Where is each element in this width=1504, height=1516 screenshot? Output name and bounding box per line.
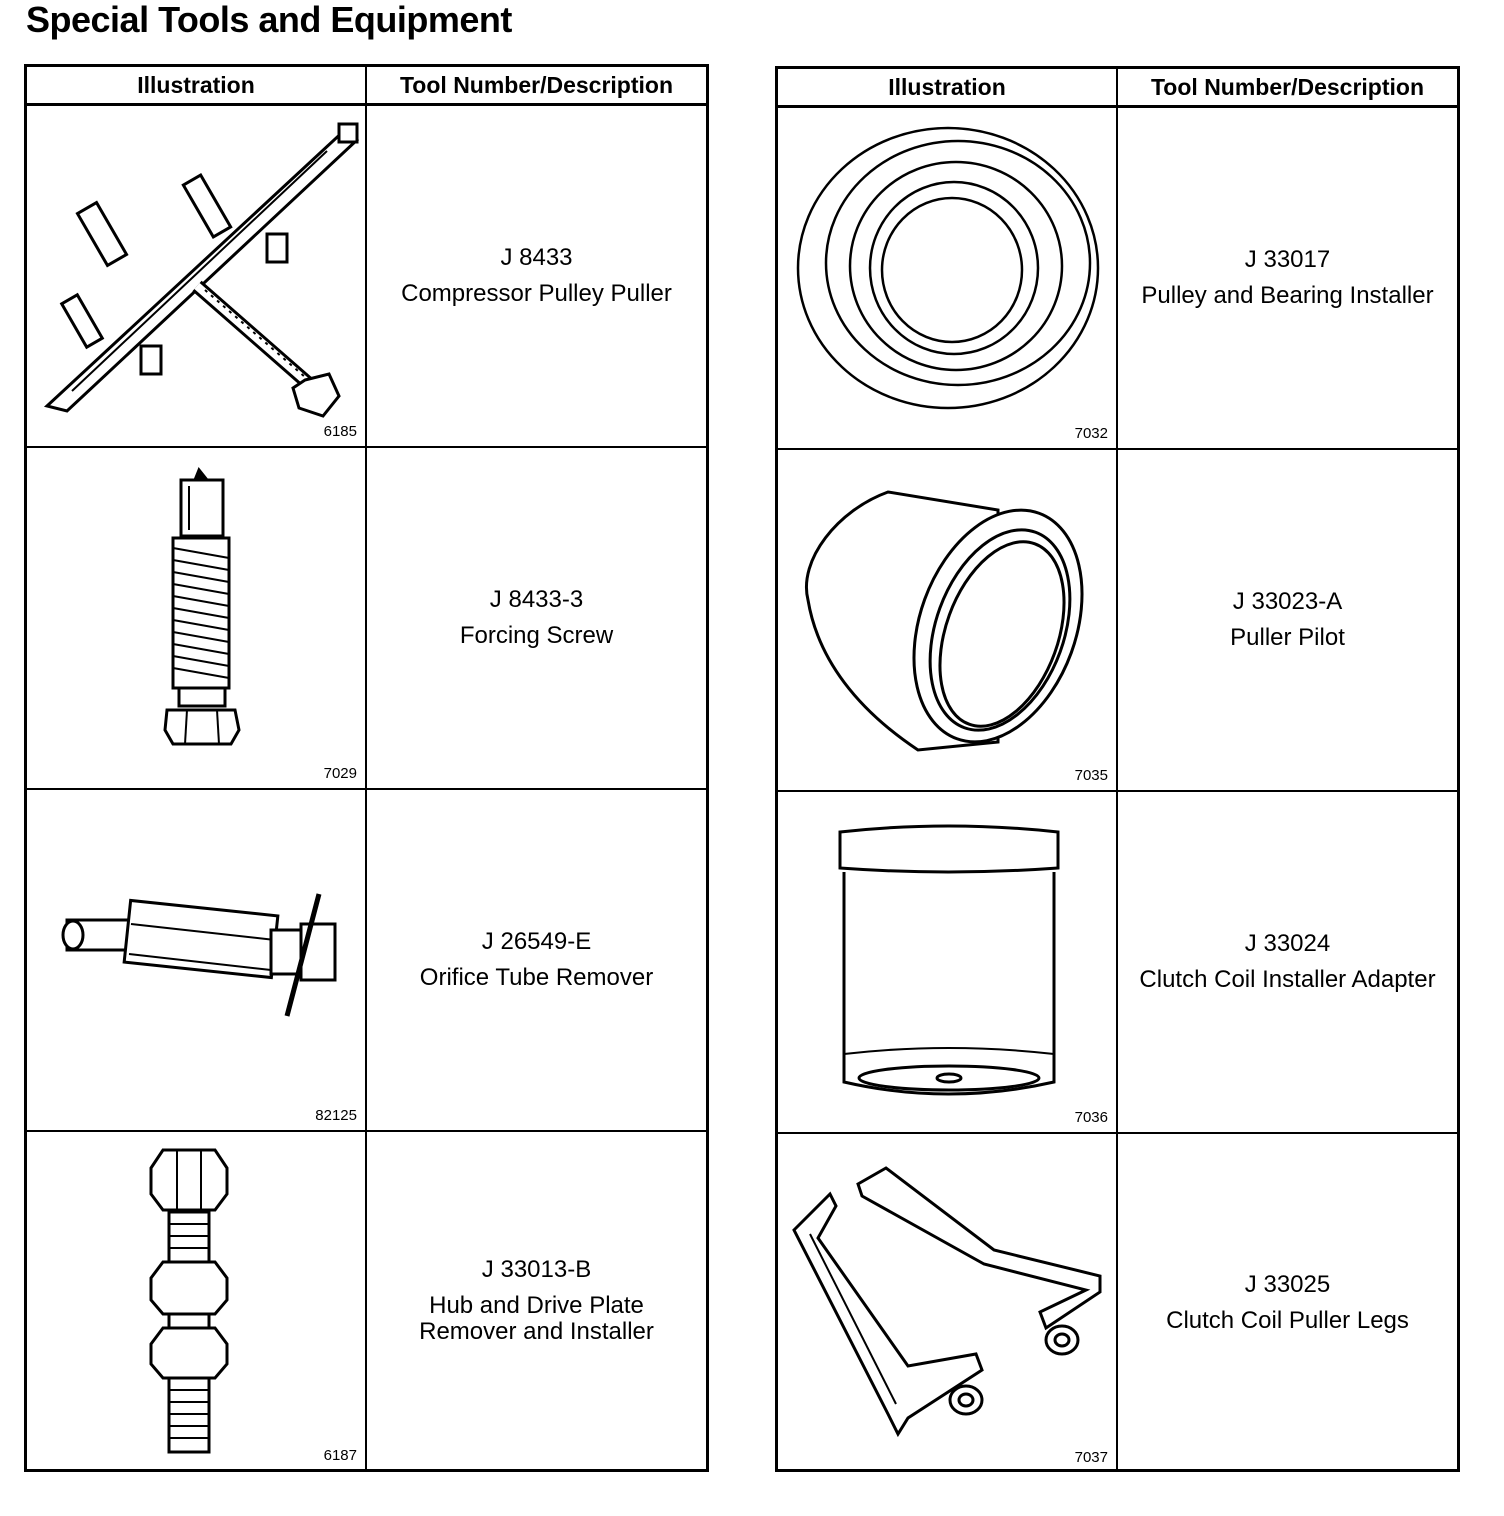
figure-number: 7037 (1074, 1449, 1108, 1466)
tool-number: J 8433-3 (489, 586, 584, 613)
header-description: Tool Number/Description (1150, 73, 1425, 100)
figure-number: 7035 (1074, 767, 1108, 784)
description-cell (1118, 108, 1457, 448)
orifice-tube-remover-icon (27, 790, 365, 1130)
description-cell (367, 1132, 706, 1470)
illustration-cell (778, 108, 1118, 448)
puller-pilot-icon (778, 450, 1116, 790)
description-cell (367, 790, 706, 1130)
tool-description: Hub and Drive Plate (429, 1292, 644, 1319)
figure-number: 7032 (1074, 425, 1108, 442)
tool-description: Clutch Coil Installer Adapter (1139, 966, 1436, 993)
table-row (778, 108, 1457, 450)
hub-drive-plate-tool-icon (27, 1132, 365, 1472)
tool-number: J 33013-B (481, 1256, 592, 1283)
tool-description: Puller Pilot (1230, 624, 1345, 651)
tool-number: J 33017 (1244, 246, 1331, 273)
table-row (27, 790, 706, 1132)
tool-number: J 26549-E (481, 928, 592, 955)
installer-adapter-icon (778, 792, 1116, 1132)
illustration-cell (27, 790, 367, 1130)
illustration-cell (27, 448, 367, 788)
tool-number: J 33024 (1244, 930, 1331, 957)
table-row (778, 450, 1457, 792)
bearing-installer-icon (778, 108, 1116, 448)
description-cell (1118, 450, 1457, 790)
table-row (27, 106, 706, 448)
header-illustration: Illustration (778, 69, 1118, 105)
tool-description: Clutch Coil Puller Legs (1166, 1307, 1409, 1334)
forcing-screw-icon (27, 448, 365, 788)
illustration-cell (778, 792, 1118, 1132)
table-header (778, 69, 1457, 108)
header-illustration: Illustration (27, 67, 367, 103)
table-row (778, 792, 1457, 1134)
puller-legs-icon (778, 1134, 1116, 1474)
illustration-cell (27, 1132, 367, 1470)
illustration-cell (778, 1134, 1118, 1472)
table-header (27, 67, 706, 106)
tool-description: Compressor Pulley Puller (401, 280, 672, 307)
description-cell (1118, 792, 1457, 1132)
description-cell (1118, 1134, 1457, 1472)
tool-description: Orifice Tube Remover (419, 964, 654, 991)
table-row (778, 1134, 1457, 1472)
illustration-cell (27, 106, 367, 446)
figure-number: 7029 (323, 765, 357, 782)
figure-number: 7036 (1074, 1109, 1108, 1126)
tool-number: J 33025 (1244, 1271, 1331, 1298)
figure-number: 82125 (315, 1107, 357, 1124)
illustration-cell (778, 450, 1118, 790)
figure-number: 6185 (323, 423, 357, 440)
pulley-puller-icon (27, 106, 365, 446)
figure-number: 6187 (323, 1447, 357, 1464)
table-row (27, 1132, 706, 1470)
tool-number: J 33023-A (1232, 588, 1343, 615)
page-title: Special Tools and Equipment (26, 0, 512, 40)
table-row (27, 448, 706, 790)
description-cell (367, 106, 706, 446)
tool-description: Forcing Screw (459, 622, 614, 649)
tools-table-left (24, 64, 709, 1472)
tools-table-right (775, 66, 1460, 1472)
description-cell (367, 448, 706, 788)
tool-number: J 8433 (500, 244, 573, 271)
header-description: Tool Number/Description (399, 71, 674, 98)
tool-description: Pulley and Bearing Installer (1141, 282, 1434, 309)
tool-description-2: Remover and Installer (419, 1318, 654, 1345)
